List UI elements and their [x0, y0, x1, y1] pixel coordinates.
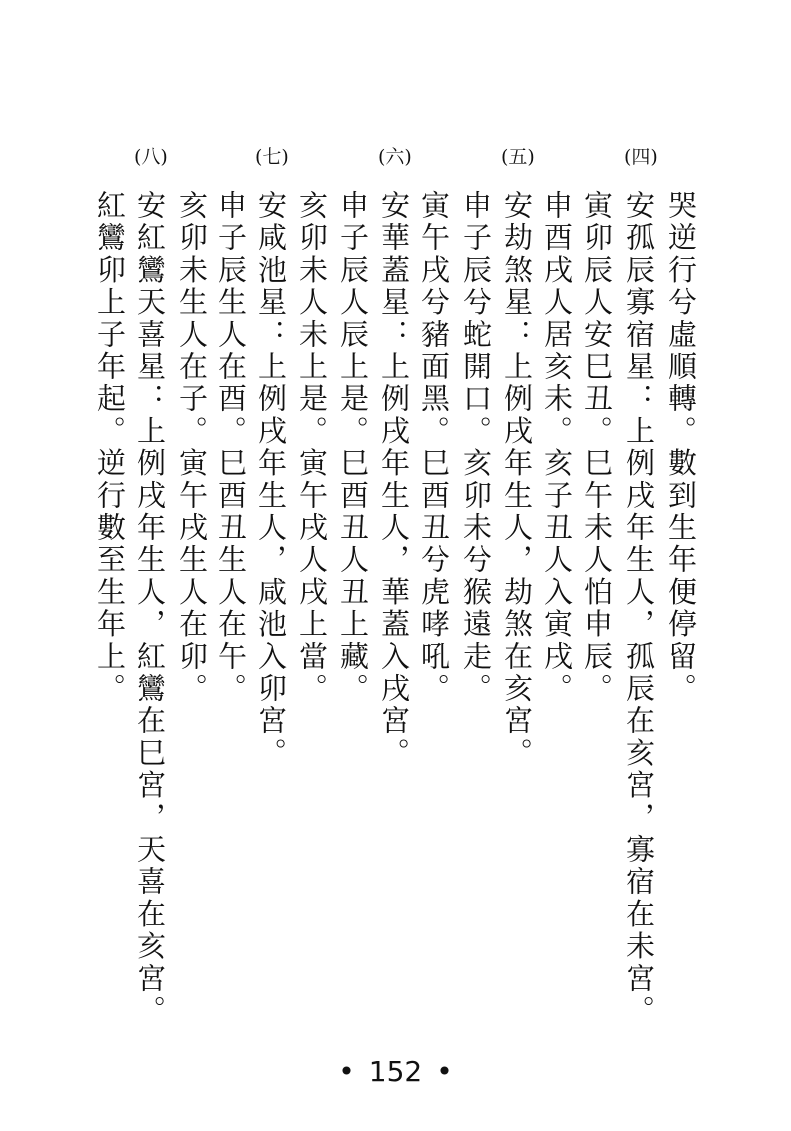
section-marker-5: (五)	[501, 146, 535, 168]
text-column-6: 申子辰兮蛇開口。亥卯未兮猴遠走。	[459, 190, 493, 706]
text-column-2: 安孤辰寡宿星：上例戌年生人，孤辰在亥宮，寡宿在未宮。	[622, 190, 656, 1028]
page-number: 152	[368, 1055, 423, 1088]
text-column-15: 紅鸞卯上子年起。逆行數至生年上。	[93, 190, 127, 706]
text-column-5: 安劫煞星：上例戌年生人，劫煞在亥宮。	[500, 190, 534, 770]
page-number-footer	[0, 1052, 791, 1092]
text-column-13: 亥卯未生人在子。寅午戌生人在卯。	[175, 190, 209, 706]
text-column-11: 安咸池星：上例戌年生人，咸池入卯宮。	[254, 190, 288, 770]
text-column-7: 寅午戌兮豬面黑。巳酉丑兮虎哮吼。	[417, 190, 451, 706]
text-column-8: 安華蓋星：上例戌年生人，華蓋入戌宮。	[377, 190, 411, 770]
page-number-dot-right: •	[436, 1055, 453, 1088]
text-column-10: 亥卯未人未上是。寅午戌人戌上當。	[295, 190, 329, 706]
section-marker-7: (七)	[255, 146, 289, 168]
text-column-1: 哭逆行兮虛順轉。數到生年便停留。	[664, 190, 698, 706]
section-marker-4: (四)	[624, 146, 658, 168]
section-marker-6: (六)	[378, 146, 412, 168]
text-column-4: 申酉戌人居亥未。亥子丑人入寅戌。	[540, 190, 574, 706]
section-marker-8: (八)	[134, 146, 168, 168]
text-column-3: 寅卯辰人安巳丑。巳午未人怕申辰。	[580, 190, 614, 706]
text-column-9: 申子辰人辰上是。巳酉丑人丑上藏。	[336, 190, 370, 706]
text-column-14: 安紅鸞天喜星：上例戌年生人，紅鸞在巳宮，天喜在亥宮。	[133, 190, 167, 1028]
text-column-12: 申子辰生人在酉。巳酉丑生人在午。	[214, 190, 248, 706]
page-number-dot-left: •	[338, 1055, 355, 1088]
